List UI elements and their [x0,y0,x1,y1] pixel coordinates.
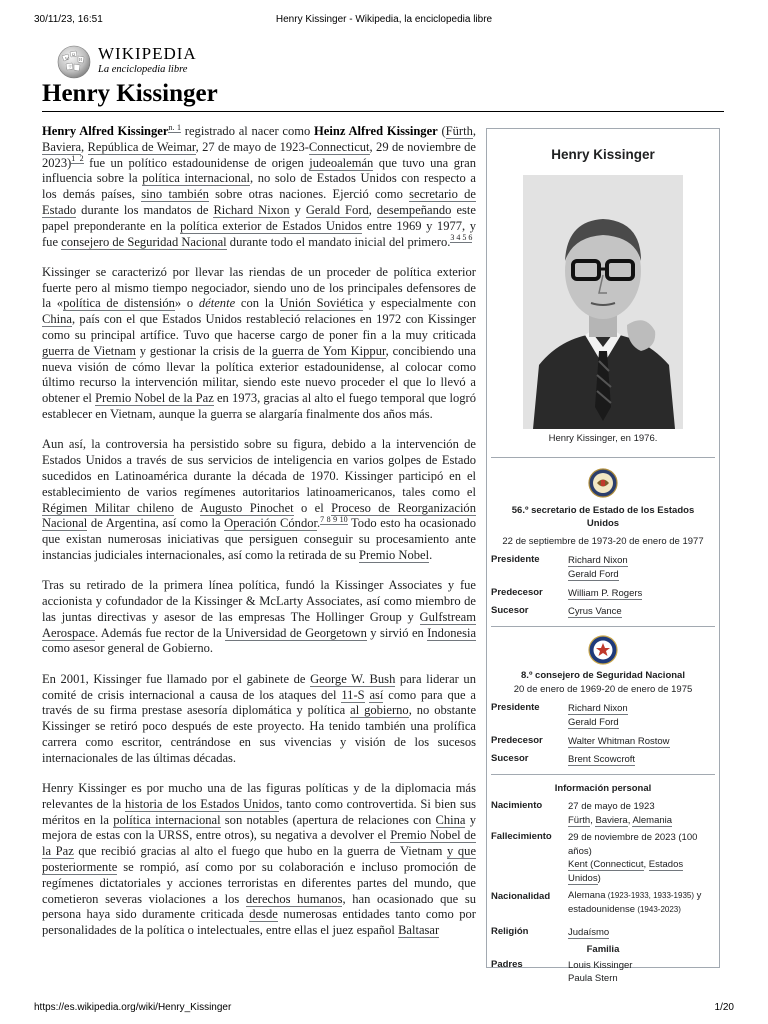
ref-links[interactable]: 1 2 [71,154,84,164]
paragraph-intro: Henry Alfred Kissinger$^{n. 1}$ registrado al nacer como Heinz Alfred Kissinger (Fürth, Baviera, República de Weimar, 27 de mayo de 1923-Connecticut, 29 de noviembre de 2023)$^{1 2}$ fue un político estadounidense de origen judeoalemán que tuvo una gran influencia sobre la política internacional, no solo de Estados Unidos con respecto a los demás países, sino también sobre otras naciones. Ejerció como secretario de Estado durante los mandatos de Richard Nixon y Gerald Ford, desempeñando este papel preponderante en la política exterior de Estados Unidos entre 1969 y 1977, y fue consejero de Seguridad Nacional durante todo el mandato inicial del primero.$^{3 4 5 6}$ [42,122,477,249]
link-premio-nobel[interactable]: Premio Nobel [359,547,430,562]
link-politica-internacional[interactable]: política internacional [113,812,221,827]
paragraph-policy: Kissinger se caracterizó por llevar las riendas de un proceder de política exterior fuerte pero al mismo tiempo negociador, siendo uno de los principales defensores de la «política de distensión» o détente con la Unión Soviética y especialmente con China, país con el que Estados Unidos restableció relaciones en 1972 con Kissinger como su principal artífice. Tuvo que hacerse cargo de poner fin a la muy criticada guerra de Vietnam y gestionar la crisis de la guerra de Yom Kippur, concibiendo una nueva visión de cómo llevar la política exterior estadounidense, al colocar como último recurso la intervención militar, siendo este nuevo proceder el que lo llevó a obtener el Premio Nobel de la Paz en 1973, gracias al alto el fuego temporal que logró establecer en Vietnam, aunque la guerra se alargaría finalmente dos años más. [42,264,477,422]
page-title: Henry Kissinger [42,80,218,107]
print-footer [34,1002,734,1016]
link-furth[interactable]: Fürth [445,124,473,138]
infobox-row-predecessor: Predecesor William P. Rogers [491,587,643,599]
personal-info-heading: Información personal [554,783,652,794]
link-richard-nixon[interactable]: Richard Nixon [213,202,290,217]
infobox-divider [491,457,715,458]
link-gulfstream[interactable]: Gulfstream Aerospace [42,609,476,640]
link-estados-unidos[interactable]: Estados Unidos [568,859,684,884]
infobox-row-successor: Sucesor Brent Scowcroft [491,752,636,765]
link-nobel-paz[interactable]: Premio Nobel de la Paz [95,391,214,406]
ref-links[interactable]: 7 8 9 10 [320,515,348,525]
link-successor[interactable]: Brent Scowcroft [568,753,636,765]
link-guerra-vietnam[interactable]: guerra de Vietnam [42,343,136,358]
link-politica-internacional[interactable]: política internacional [142,171,250,186]
link-historia-eeuu[interactable]: historia de los Estados Unidos [124,796,280,811]
print-header [34,14,734,28]
infobox-row-successor: Sucesor Cyrus Vance [491,604,622,617]
link-pinochet[interactable]: Augusto Pinochet [199,500,294,515]
birth-name: Heinz Alfred Kissinger [314,124,438,138]
link-gerald-ford[interactable]: Gerald Ford [568,568,619,580]
ref-links[interactable]: 3 4 5 6 [450,233,473,243]
infobox [486,128,720,984]
link-proceso-reorganizacion[interactable]: Proceso de Reorganización Nacional [42,500,476,531]
link-union-sovietica[interactable]: Unión Soviética [279,296,364,311]
link-asi[interactable]: así [369,687,384,702]
link-posteriormente[interactable]: y que posteriormente [42,844,477,874]
portrait-caption: Henry Kissinger, en 1976. [548,433,658,444]
link-weimar[interactable]: República de Weimar [87,139,196,154]
link-china[interactable]: China [42,312,72,327]
link-gerald-ford[interactable]: Gerald Ford [305,202,369,217]
link-consejero-seguridad[interactable]: consejero de Seguridad Nacional [61,234,227,249]
wikipedia-tagline: La enciclopedia libre [98,64,188,75]
link-secretario-estado[interactable]: secretario de Estado [42,187,477,217]
paragraph-career: Tras su retirado de la primera línea política, fundó la Kissinger Associates y fue accionista y cofundador de la Kissinger & McLarty Associates, así como miembro de las juntas directivas y asesor de las empresas The Hollinger Group y Gulfstream Aerospace. Además fue rector de la Universidad de Georgetown y sirvió en Indonesia como asesor general de Gobierno. [42,578,477,656]
link-al-gobierno[interactable]: al gobierno [350,703,409,718]
link-sino-tambien[interactable]: sino también [141,187,209,202]
infobox-divider [491,626,715,627]
subject-name: Henry Alfred Kissinger [42,124,169,138]
office-dates: 22 de septiembre de 1973-20 de enero de 1977 [502,536,704,547]
note-link[interactable]: n. 1 [168,122,182,132]
wikipedia-globe-icon [56,44,92,80]
link-distension[interactable]: política de distensión [63,296,175,311]
print-page-title: Henry Kissinger - Wikipedia, la enciclopedia libre [275,14,493,25]
wikipedia-logo[interactable] [56,42,276,82]
infobox-row-birth: Nacimiento 27 de mayo de 1923 Fürth, Baviera, Alemania [491,800,673,826]
infobox-row-nationality: Nacionalidad Alemana (1923-1933, 1933-1935) y estadounidense (1943-2023) [491,890,702,915]
svg-text:ウ: ウ [68,64,72,69]
link-nobel-paz[interactable]: Premio Nobel de la Paz [42,828,476,859]
state-department-seal-icon [588,468,618,498]
page-number: 1/20 [714,1002,734,1013]
office-dates: 20 de enero de 1969-20 de enero de 1975 [513,684,693,695]
svg-text:И: И [79,57,82,62]
link-richard-nixon[interactable]: Richard Nixon [568,555,628,566]
office-title: 56.º secretario de Estado de los Estados Unidos [511,505,695,529]
link-successor[interactable]: Cyrus Vance [568,605,622,617]
infobox-row-predecessor: Predecesor Walter Whitman Rostow [491,735,670,747]
svg-text:W: W [65,56,69,61]
family-heading: Familia [586,943,620,955]
link-predecessor[interactable]: William P. Rogers [568,588,643,599]
portrait-photo[interactable] [523,175,683,429]
link-judaismo[interactable]: Judaísmo [568,927,610,938]
link-connecticut[interactable]: Connecticut [308,139,370,154]
office-title: 8.º consejero de Seguridad Nacional [521,670,685,681]
infobox-row-president: Presidente Richard Nixon Gerald Ford [491,554,628,580]
link-kent[interactable]: Kent (Connecticut [568,859,644,870]
link-china[interactable]: China [435,812,466,827]
wikipedia-wordmark: WIKIPEDIA [98,44,197,63]
link-baltasar[interactable]: Baltasar [398,923,440,938]
infobox-row-death: Fallecimiento 29 de noviembre de 2023 (100 años) Kent (Connecticut, Estados Unidos) [491,831,698,884]
national-security-council-seal-icon [588,635,618,665]
link-gerald-ford[interactable]: Gerald Ford [568,716,619,728]
paragraph-controversy: Aun así, la controversia ha persistido sobre su figura, debido a la intervención de Estados Unidos a través de sus servicios de inteligencia en varios golpes de Estado sucedidos en Latinoamérica durante la década de 1970. Kissinger participó en el establecimiento de varios regímenes autoritarios latinoamericanos, tales como el Régimen Militar chileno de Augusto Pinochet o el Proceso de Reorganización Nacional de Argentina, así como la Operación Cóndor.$^{7 8 9 10}$ Todo esto ha ocasionado que existan numerosas iniciativas que persiguen conseguir su procesamiento ante instancias judiciales internacionales, así como la retirada de su Premio Nobel. [42,437,476,562]
link-judeoaleman[interactable]: judeoalemán [309,155,374,170]
link-regimen-militar[interactable]: Régimen Militar chileno [42,500,174,515]
link-operacion-condor[interactable]: Operación Cóndor [224,516,317,531]
link-desde[interactable]: desde [249,907,278,922]
link-alemania[interactable]: Alemania [632,814,673,826]
detente-term: détente [198,296,236,311]
link-derechos-humanos[interactable]: derechos humanos [245,891,343,906]
infobox-row-parents: Padres Louis Kissinger Paula Stern [491,958,633,984]
infobox-title: Henry Kissinger [551,147,655,162]
link-politica-exterior[interactable]: política exterior de Estados Unidos [180,218,363,233]
link-yom-kippur[interactable]: guerra de Yom Kippur [271,343,386,358]
page-url: https://es.wikipedia.org/wiki/Henry_Kissinger [34,1002,232,1013]
infobox-row-president: Presidente Richard Nixon Gerald Ford [491,702,628,728]
link-indonesia[interactable]: Indonesia [427,625,477,640]
link-george-bush[interactable]: George W. Bush [310,671,396,686]
link-predecessor[interactable]: Walter Whitman Rostow [568,736,670,747]
paragraph-2001: En 2001, Kissinger fue llamado por el gabinete de George W. Bush para liderar un comité de crisis internacional a causa de los ataques del 11-S así como para que a través de su firma prestase asesoría diplomática y política al gobierno, no obstante Kissinger se retiró poco después de este proyecto. Ha tenido también una prolífica carrera como escritor, centrándose en sus vivencias y visión de los sucesos internacionales de las últimas décadas. [42,671,477,765]
link-desempenando[interactable]: desempeñando [376,202,452,217]
article-body [42,122,477,938]
infobox-divider [491,774,715,775]
link-furth[interactable]: Fürth [568,814,591,826]
title-divider [42,111,724,112]
link-richard-nixon[interactable]: Richard Nixon [568,703,628,714]
infobox-row-religion: Religión Judaísmo [491,926,610,938]
link-11s[interactable]: 11-S [341,687,365,702]
link-baviera[interactable]: Baviera [595,814,628,826]
svg-text:Ω: Ω [72,52,75,57]
link-baviera[interactable]: Baviera [42,139,82,154]
link-georgetown[interactable]: Universidad de Georgetown [225,625,367,640]
print-timestamp: 30/11/23, 16:51 [34,14,103,25]
paragraph-legacy: Henry Kissinger es por mucho una de las figuras políticas y de la diplomacia más relevantes de la historia de los Estados Unidos, tanto como controvertida. Si bien sus méritos en la política internacional son notables (apertura de relaciones con China y mejora de estas con la URSS, entre otros), su negativa a devolver el Premio Nobel de la Paz que recibió gracias al alto el fuego que hubo en la guerra de Vietnam y que posteriormente se rompió, así como por su colaboración e incluso promoción de regímenes dictatoriales y acciones terroristas en diferentes partes del mundo, que cometieron severas violaciones a los derechos humanos, han ocasionado que su persona haya sido duramente criticada desde numerosas entidades tanto como por personalidades de la política o intelectuales, entre ellas el juez español Baltasar [42,780,477,938]
